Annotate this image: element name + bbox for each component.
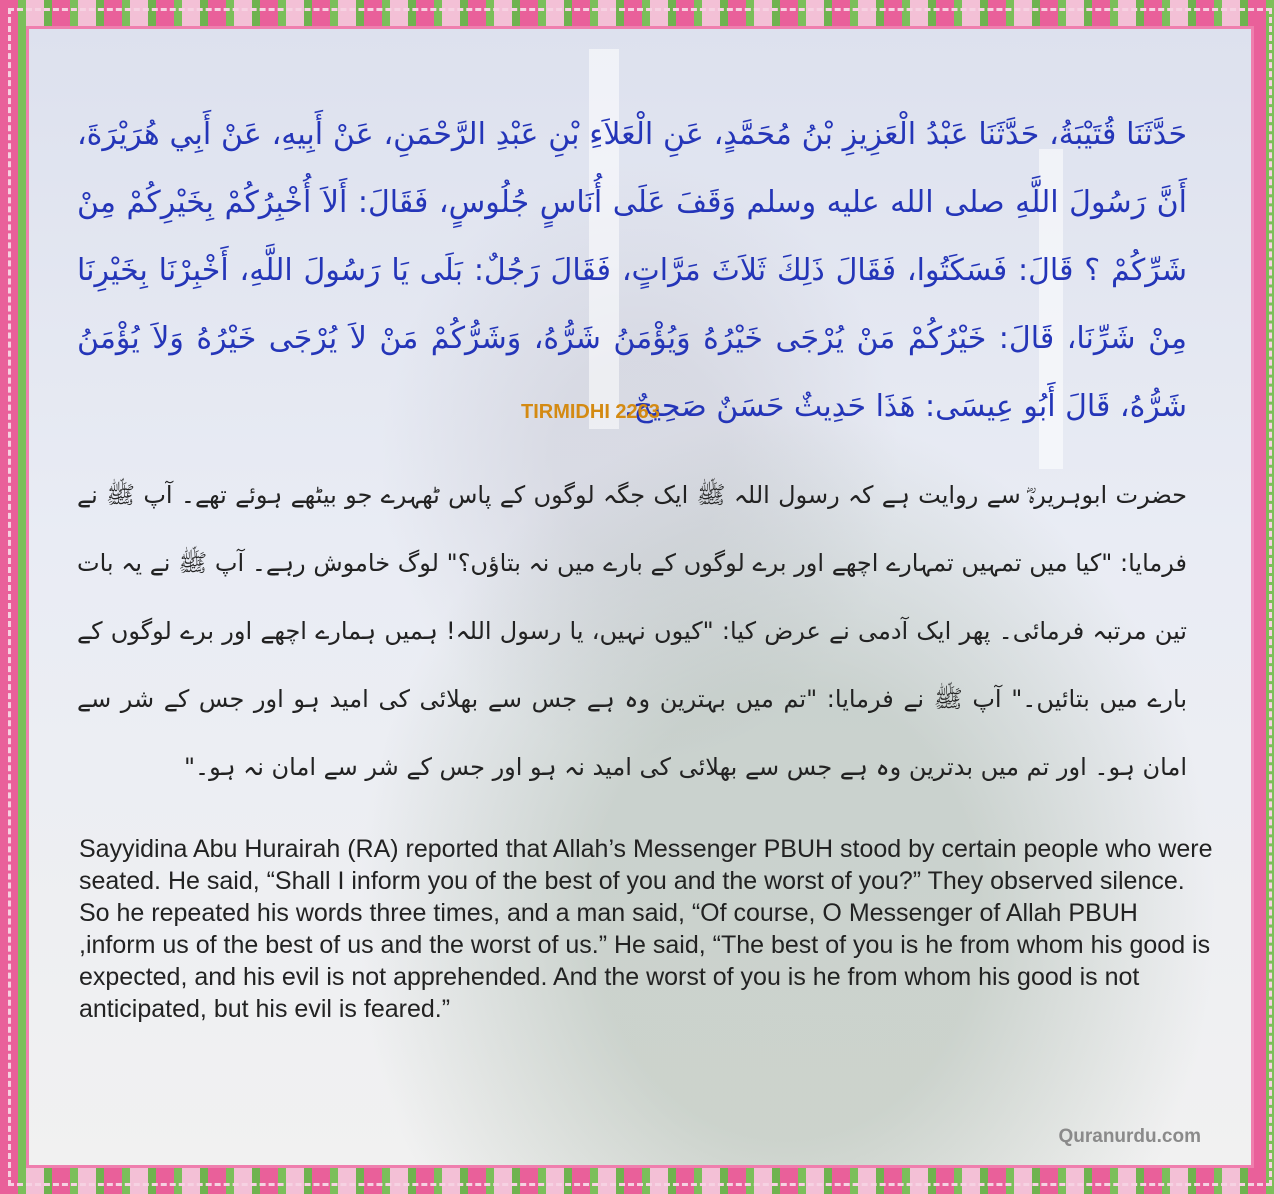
arabic-hadith-text: حَدَّثَنَا قُتَيْبَةُ، حَدَّثَنَا عَبْدُ الْعَزِيزِ بْنُ مُحَمَّدٍ، عَنِ الْعَلاَءِ بْنِ عَبْدِ الرَّحْمَنِ، عَنْ أَبِيهِ، عَنْ أَبِي هُرَيْرَةَ، أَنَّ رَسُولَ اللَّهِ صلى الله عليه وسلم وَقَفَ عَلَى أُنَاسٍ جُلُوسٍ، فَقَالَ: أَلاَ أُخْبِرُكُمْ بِخَيْرِكُمْ مِنْ شَرِّكُمْ ؟ قَالَ: فَسَكَتُوا، فَقَالَ ذَلِكَ ثَلاَثَ مَرَّاتٍ، فَقَالَ رَجُلٌ: بَلَى يَا رَسُولَ اللَّهِ، أَخْبِرْنَا بِخَيْرِنَا مِنْ شَرِّنَا، قَالَ: خَيْرُكُمْ مَنْ يُرْجَى خَيْرُهُ وَيُؤْمَنُ شَرُّهُ، وَشَرُّكُمْ مَنْ لاَ يُرْجَى خَيْرُهُ وَلاَ يُؤْمَنُ شَرُّهُ، قَالَ أَبُو عِيسَى: هَذَا حَدِيثٌ حَسَنٌ صَحِيحٌ. — [77, 117, 1187, 424]
site-watermark: Quranurdu.com — [1058, 1126, 1201, 1147]
english-translation: Sayyidina Abu Hurairah (RA) reported that Allah’s Messenger PBUH stood by certain people who were seated. He said, “Shall I inform you of the best of you and the worst of you?” They observed silence. So he repeated his words three times, and a man said, “Of course, O Messenger of Allah PBUH ,inform us of the best of us and the worst of us.” He said, “The best of you is he from whom his good is expected, and his evil is not apprehended. And the worst of you is he from whom his good is not anticipated, but his evil is feared.” — [79, 835, 1213, 1023]
urdu-translation: حضرت ابوہریرہؓ سے روایت ہے کہ رسول اللہ ﷺ ایک جگہ لوگوں کے پاس ٹھہرے جو بیٹھے ہوئے تھے۔ آپ ﷺ نے فرمایا: "کیا میں تمہیں تمہارے اچھے اور برے لوگوں کے بارے میں نہ بتاؤں؟" لوگ خاموش رہے۔ آپ ﷺ نے یہ بات تین مرتبہ فرمائی۔ پھر ایک آدمی نے عرض کیا: "کیوں نہیں، یا رسول اللہ! ہمیں ہمارے اچھے اور برے لوگوں کے بارے میں بتائیں۔" آپ ﷺ نے فرمایا: "تم میں بہترین وہ ہے جس سے بھلائی کی امید ہو اور جس کے شر سے امان ہو۔ اور تم میں بدترین وہ ہے جس سے بھلائی کی امید نہ ہو اور جس کے شر سے امان نہ ہو۔" — [77, 481, 1187, 781]
content-panel — [26, 26, 1254, 1168]
hadith-reference: TIRMIDHI 2263 — [521, 401, 660, 423]
